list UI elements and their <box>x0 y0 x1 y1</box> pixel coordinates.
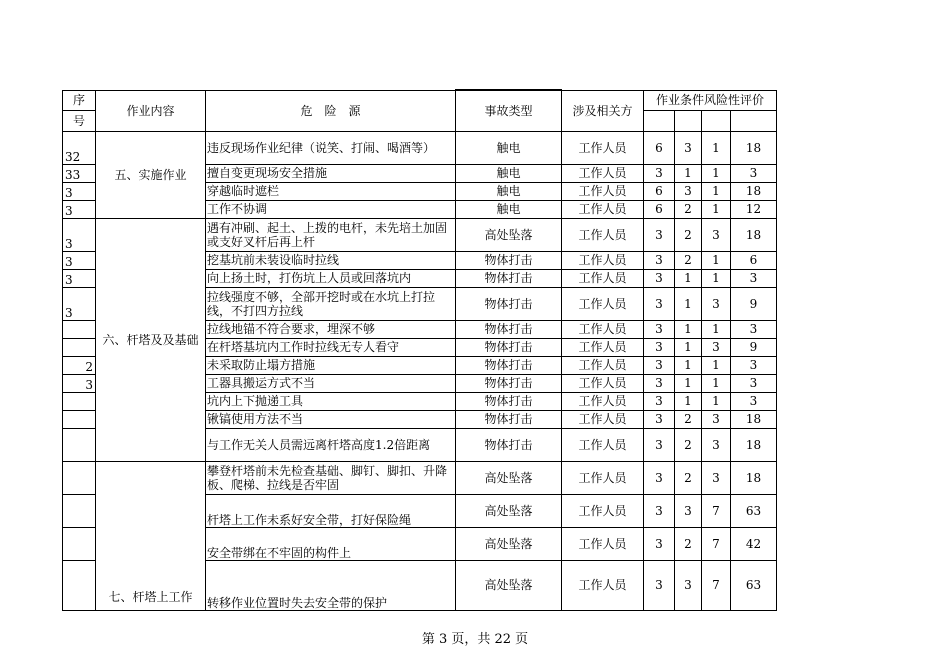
accident-cell: 物体打击 <box>456 374 562 392</box>
hazard-cell: 杆塔上工作未系好安全带，打好保险绳 <box>206 494 456 527</box>
risk-l-cell: 3 <box>644 374 675 392</box>
party-cell: 工作人员 <box>562 560 644 610</box>
seq-cell <box>63 338 96 356</box>
risk-e-cell: 2 <box>675 410 702 428</box>
risk-c-cell: 1 <box>702 356 731 374</box>
party-cell: 工作人员 <box>562 200 644 218</box>
seq-header: 序 <box>63 90 96 110</box>
risk-c-cell: 1 <box>702 200 731 218</box>
table-body <box>63 90 777 610</box>
table-row <box>63 218 777 251</box>
page-footer <box>0 628 950 647</box>
hazard-cell: 坑内上下抛递工具 <box>206 392 456 410</box>
accident-cell: 高处坠落 <box>456 461 562 494</box>
seq-cell: 3 <box>63 269 96 287</box>
risk-c-cell: 3 <box>702 428 731 461</box>
risk-l-cell: 3 <box>644 392 675 410</box>
risk-e-cell: 1 <box>675 320 702 338</box>
risk-d-cell: 42 <box>731 527 777 560</box>
seq-cell: 3 <box>63 182 96 200</box>
hazard-cell: 违反现场作业纪律（说笑、打闹、喝酒等） <box>206 131 456 164</box>
seq-cell <box>63 560 96 610</box>
accident-cell: 物体打击 <box>456 269 562 287</box>
party-cell: 工作人员 <box>562 320 644 338</box>
hazard-cell: 锹镐使用方法不当 <box>206 410 456 428</box>
risk-l-cell: 3 <box>644 218 675 251</box>
seq-cell: 33 <box>63 164 96 182</box>
party-cell: 工作人员 <box>562 428 644 461</box>
hazard-cell: 攀登杆塔前未先检查基础、脚钉、脚扣、升降板、爬梯、拉线是否牢固 <box>206 461 456 494</box>
risk-assessment-table <box>62 89 777 611</box>
seq-cell <box>63 392 96 410</box>
risk-e-cell: 3 <box>675 131 702 164</box>
accident-cell: 物体打击 <box>456 392 562 410</box>
risk-d-cell: 3 <box>731 320 777 338</box>
risk-l-cell: 3 <box>644 560 675 610</box>
risk-e-cell: 2 <box>675 527 702 560</box>
risk-l-cell: 3 <box>644 461 675 494</box>
risk-e-cell: 1 <box>675 164 702 182</box>
risk-e-cell: 1 <box>675 338 702 356</box>
seq-cell: 3 <box>63 218 96 251</box>
party-cell: 工作人员 <box>562 287 644 320</box>
page-number: 第 3 页，共 22 页 <box>421 632 529 647</box>
accident-cell: 触电 <box>456 164 562 182</box>
accident-cell: 触电 <box>456 182 562 200</box>
accident-cell: 物体打击 <box>456 356 562 374</box>
accident-cell: 物体打击 <box>456 287 562 320</box>
risk-e-cell: 3 <box>675 494 702 527</box>
risk-l-cell: 3 <box>644 356 675 374</box>
risk-d-cell: 12 <box>731 200 777 218</box>
risk-c-cell: 3 <box>702 461 731 494</box>
risk-d-header <box>731 110 777 131</box>
risk-e-cell: 1 <box>675 392 702 410</box>
risk-c-cell: 7 <box>702 494 731 527</box>
accident-cell: 触电 <box>456 131 562 164</box>
risk-l-cell: 3 <box>644 269 675 287</box>
seq-cell <box>63 527 96 560</box>
party-cell: 工作人员 <box>562 374 644 392</box>
hazard-cell: 穿越临时遮栏 <box>206 182 456 200</box>
risk-c-cell: 1 <box>702 374 731 392</box>
risk-d-cell: 3 <box>731 356 777 374</box>
risk-c-cell: 1 <box>702 164 731 182</box>
risk-d-cell: 18 <box>731 218 777 251</box>
risk-c-cell: 7 <box>702 560 731 610</box>
risk-d-cell: 18 <box>731 461 777 494</box>
seq-cell <box>63 494 96 527</box>
risk-l-cell: 3 <box>644 287 675 320</box>
party-cell: 工作人员 <box>562 410 644 428</box>
party-header: 涉及相关方 <box>562 90 644 131</box>
risk-c-cell: 3 <box>702 218 731 251</box>
party-cell: 工作人员 <box>562 461 644 494</box>
hazard-cell: 工器具搬运方式不当 <box>206 374 456 392</box>
risk-l-cell: 3 <box>644 320 675 338</box>
party-cell: 工作人员 <box>562 392 644 410</box>
seq-cell <box>63 410 96 428</box>
hazard-header: 危 险 源 <box>206 90 456 131</box>
risk-header: 作业条件风险性评价 <box>644 90 777 110</box>
accident-cell: 物体打击 <box>456 338 562 356</box>
risk-d-cell: 18 <box>731 410 777 428</box>
hazard-cell: 与工作无关人员需远离杆塔高度1.2倍距离 <box>206 428 456 461</box>
seq-cell: 32 <box>63 131 96 164</box>
risk-l-cell: 6 <box>644 131 675 164</box>
party-cell: 工作人员 <box>562 269 644 287</box>
risk-d-cell: 18 <box>731 428 777 461</box>
accident-cell: 高处坠落 <box>456 494 562 527</box>
risk-d-cell: 63 <box>731 494 777 527</box>
party-cell: 工作人员 <box>562 182 644 200</box>
accident-cell: 物体打击 <box>456 428 562 461</box>
accident-cell: 触电 <box>456 200 562 218</box>
risk-l-cell: 3 <box>644 494 675 527</box>
task-header: 作业内容 <box>96 90 206 131</box>
risk-e-cell: 3 <box>675 182 702 200</box>
party-cell: 工作人员 <box>562 338 644 356</box>
seq-cell: 3 <box>63 374 96 392</box>
party-cell: 工作人员 <box>562 356 644 374</box>
risk-c-cell: 1 <box>702 131 731 164</box>
risk-e-cell: 2 <box>675 428 702 461</box>
risk-d-cell: 18 <box>731 182 777 200</box>
accident-cell: 物体打击 <box>456 410 562 428</box>
risk-e-cell: 1 <box>675 269 702 287</box>
risk-l-cell: 3 <box>644 251 675 269</box>
hazard-cell: 挖基坑前未装设临时拉线 <box>206 251 456 269</box>
risk-e-cell: 1 <box>675 287 702 320</box>
risk-e-cell: 2 <box>675 251 702 269</box>
seq-cell <box>63 461 96 494</box>
risk-d-cell: 3 <box>731 269 777 287</box>
party-cell: 工作人员 <box>562 251 644 269</box>
hazard-cell: 擅自变更现场安全措施 <box>206 164 456 182</box>
hazard-cell: 拉线地锚不符合要求，埋深不够 <box>206 320 456 338</box>
seq-cell <box>63 428 96 461</box>
hazard-cell: 转移作业位置时失去安全带的保护 <box>206 560 456 610</box>
seq-header-2: 号 <box>63 110 96 131</box>
accident-cell: 物体打击 <box>456 320 562 338</box>
risk-l-cell: 6 <box>644 182 675 200</box>
risk-d-cell: 9 <box>731 287 777 320</box>
hazard-cell: 向上扬土时，打伤坑上人员或回落坑内 <box>206 269 456 287</box>
risk-l-cell: 3 <box>644 428 675 461</box>
party-cell: 工作人员 <box>562 131 644 164</box>
seq-cell: 3 <box>63 251 96 269</box>
accident-cell: 高处坠落 <box>456 527 562 560</box>
accident-cell: 物体打击 <box>456 251 562 269</box>
risk-d-cell: 3 <box>731 164 777 182</box>
risk-d-cell: 18 <box>731 131 777 164</box>
risk-l-cell: 3 <box>644 338 675 356</box>
risk-d-cell: 9 <box>731 338 777 356</box>
seq-cell <box>63 320 96 338</box>
section-cell: 七、杆塔上工作 <box>96 461 206 610</box>
party-cell: 工作人员 <box>562 164 644 182</box>
risk-c-cell: 1 <box>702 392 731 410</box>
risk-l-cell: 3 <box>644 410 675 428</box>
risk-c-cell: 3 <box>702 410 731 428</box>
section-cell: 六、杆塔及及基础 <box>96 218 206 461</box>
risk-l-cell: 3 <box>644 527 675 560</box>
hazard-cell: 在杆塔基坑内工作时拉线无专人看守 <box>206 338 456 356</box>
risk-l-header <box>644 110 675 131</box>
hazard-cell: 工作不协调 <box>206 200 456 218</box>
risk-e-cell: 1 <box>675 356 702 374</box>
risk-d-cell: 63 <box>731 560 777 610</box>
risk-l-cell: 6 <box>644 200 675 218</box>
accident-header: 事故类型 <box>456 90 562 131</box>
risk-d-cell: 3 <box>731 392 777 410</box>
hazard-cell: 拉线强度不够，全部开挖时或在水坑上打拉线，不打四方拉线 <box>206 287 456 320</box>
risk-c-cell: 7 <box>702 527 731 560</box>
risk-l-cell: 3 <box>644 164 675 182</box>
party-cell: 工作人员 <box>562 494 644 527</box>
seq-cell: 3 <box>63 200 96 218</box>
risk-c-cell: 3 <box>702 287 731 320</box>
risk-e-header <box>675 110 702 131</box>
risk-c-cell: 1 <box>702 182 731 200</box>
accident-cell: 高处坠落 <box>456 218 562 251</box>
risk-e-cell: 3 <box>675 560 702 610</box>
table-row <box>63 461 777 494</box>
risk-d-cell: 3 <box>731 374 777 392</box>
seq-cell: 3 <box>63 287 96 320</box>
risk-e-cell: 2 <box>675 218 702 251</box>
hazard-cell: 遇有冲刷、起土、上拨的电杆，未先培土加固或支好叉杆后再上杆 <box>206 218 456 251</box>
risk-e-cell: 2 <box>675 461 702 494</box>
risk-e-cell: 2 <box>675 200 702 218</box>
party-cell: 工作人员 <box>562 527 644 560</box>
risk-c-header <box>702 110 731 131</box>
risk-e-cell: 1 <box>675 374 702 392</box>
risk-d-cell: 6 <box>731 251 777 269</box>
party-cell: 工作人员 <box>562 218 644 251</box>
table-row <box>63 131 777 164</box>
risk-c-cell: 3 <box>702 338 731 356</box>
risk-c-cell: 1 <box>702 251 731 269</box>
hazard-cell: 未采取防止塌方措施 <box>206 356 456 374</box>
accident-cell: 高处坠落 <box>456 560 562 610</box>
risk-c-cell: 1 <box>702 269 731 287</box>
hazard-cell: 安全带绑在不牢固的构件上 <box>206 527 456 560</box>
risk-c-cell: 1 <box>702 320 731 338</box>
seq-cell: 2 <box>63 356 96 374</box>
header-row <box>63 90 777 110</box>
section-cell: 五、实施作业 <box>96 131 206 218</box>
